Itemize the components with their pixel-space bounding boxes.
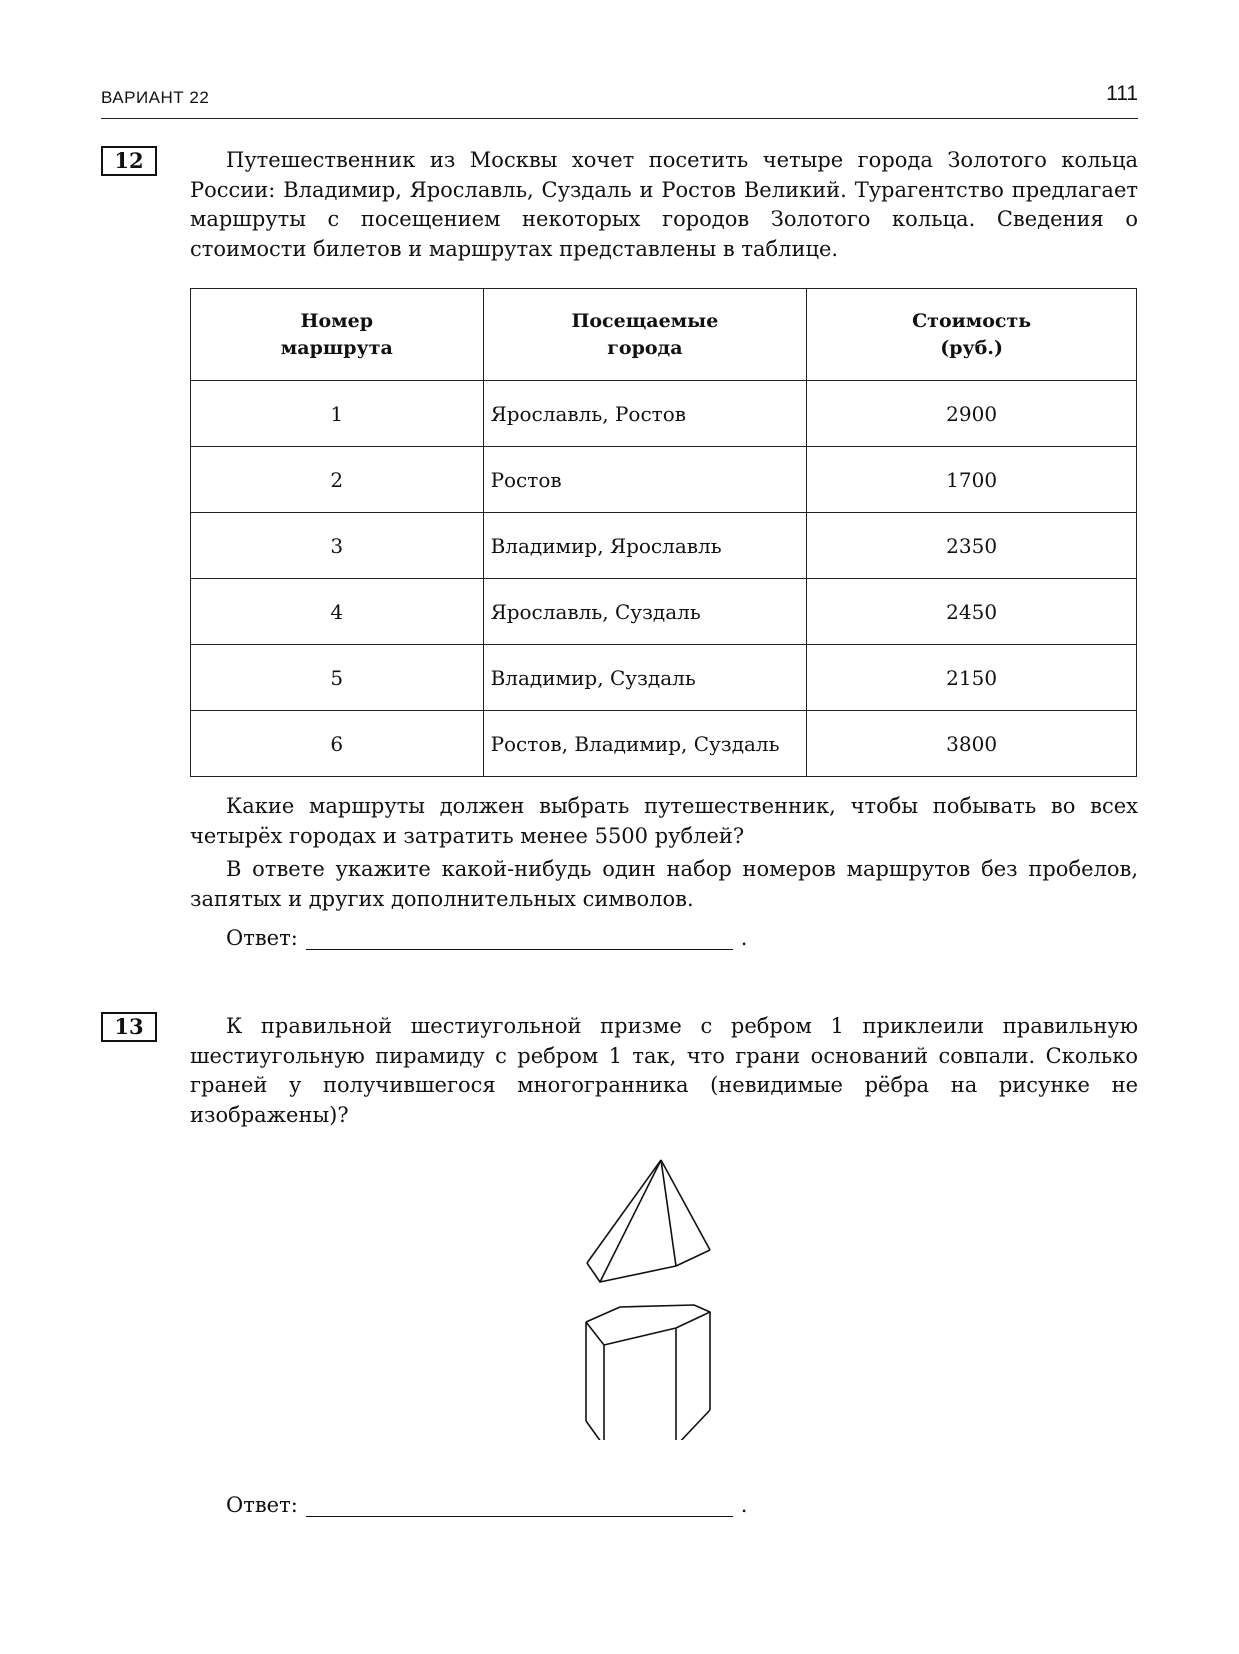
table-row <box>191 711 1137 777</box>
route-cities: Владимир, Ярославль <box>483 513 807 579</box>
task-13-number: 13 <box>101 1012 157 1042</box>
route-cost: 2150 <box>807 645 1137 711</box>
route-number: 6 <box>191 711 484 777</box>
routes-table <box>190 288 1137 777</box>
table-row <box>191 579 1137 645</box>
route-cost: 3800 <box>807 711 1137 777</box>
task-12-intro <box>190 146 1138 264</box>
answer-end: . <box>740 1493 748 1517</box>
answer-field[interactable] <box>306 927 733 950</box>
page-header <box>101 78 1138 119</box>
task-12-question <box>190 792 1138 851</box>
route-cities: Ярославль, Ростов <box>483 381 807 447</box>
route-cities: Ярославль, Суздаль <box>483 579 807 645</box>
route-number: 2 <box>191 447 484 513</box>
task-12-intro-text: Путешественник из Москвы хочет посетить четыре города Золотого кольца России: Владимир, Ярославль, Суздаль и Ростов Великий. Турагентство предлагает маршруты с посещением некоторых городов Золотого кольца. Сведения о стоимости билетов и маршрутах представлены в таблице. <box>190 148 1138 261</box>
table-row <box>191 645 1137 711</box>
route-number: 3 <box>191 513 484 579</box>
task-12-instruction-text: В ответе укажите какой-нибудь один набор номеров маршрутов без пробелов, запятых и других дополнительных символов. <box>190 857 1138 911</box>
answer-label: Ответ: <box>226 1493 298 1517</box>
task-12-question-text: Какие маршруты должен выбрать путешественник, чтобы побывать во всех четырёх городах и затратить менее 5500 рублей? <box>190 794 1138 848</box>
route-cost: 1700 <box>807 447 1137 513</box>
route-number: 5 <box>191 645 484 711</box>
route-cost: 2450 <box>807 579 1137 645</box>
route-cities: Владимир, Суздаль <box>483 645 807 711</box>
hexagonal-pyramid <box>587 1160 710 1282</box>
header-cities: Посещаемые города <box>483 289 807 381</box>
route-number: 1 <box>191 381 484 447</box>
pyramid-prism-figure <box>560 1150 740 1440</box>
table-header-row <box>191 289 1137 381</box>
hexagonal-prism <box>586 1305 710 1440</box>
task-13-text <box>190 1012 1138 1130</box>
route-cost: 2900 <box>807 381 1137 447</box>
task-12-answer <box>226 926 747 950</box>
table-row <box>191 447 1137 513</box>
variant-label: ВАРИАНТ 22 <box>101 88 210 107</box>
route-cities: Ростов <box>483 447 807 513</box>
route-number: 4 <box>191 579 484 645</box>
header-cost: Стоимость (руб.) <box>807 289 1137 381</box>
header-route-number: Номер маршрута <box>191 289 484 381</box>
route-cities: Ростов, Владимир, Суздаль <box>483 711 807 777</box>
task-12-instruction <box>190 855 1138 914</box>
page-number: 111 <box>1106 82 1138 105</box>
answer-label: Ответ: <box>226 926 298 950</box>
task-13-text-body: К правильной шестиугольной призме с ребром 1 приклеили правильную шестиугольную пирамиду с ребром 1 так, что грани оснований совпали. Сколько граней у получившегося многогранника (невидимые рёбра на рисунке не изображены)? <box>190 1014 1138 1127</box>
table-row <box>191 381 1137 447</box>
table-row <box>191 513 1137 579</box>
route-cost: 2350 <box>807 513 1137 579</box>
answer-field[interactable] <box>306 1494 733 1517</box>
answer-end: . <box>740 926 748 950</box>
task-13-answer <box>226 1493 747 1517</box>
task-12-number: 12 <box>101 146 157 176</box>
